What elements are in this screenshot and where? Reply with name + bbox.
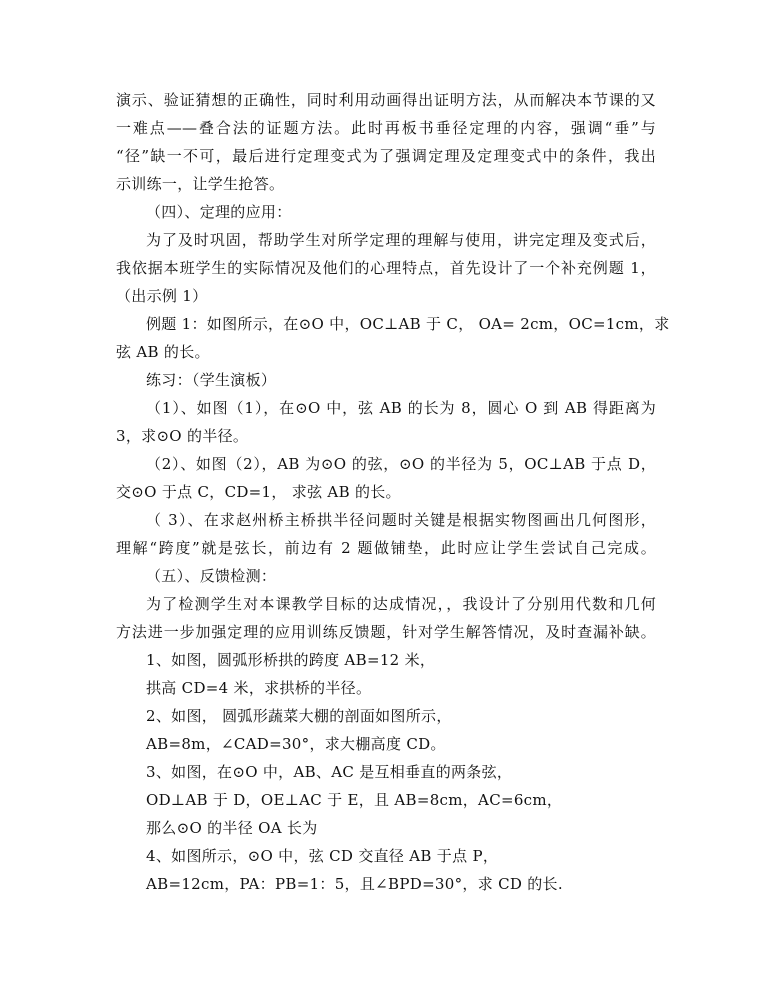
paragraph-line: 我依据本班学生的实际情况及他们的心理特点，首先设计了一个补充例题 1， (116, 259, 656, 277)
exercise-line: 3，求⊙O 的半径。 (116, 427, 249, 445)
problem-line: 4、如图所示，⊙O 中，弦 CD 交直径 AB 于点 P， (146, 847, 499, 865)
exercise-line: 理解“跨度”就是弦长，前边有 2 题做铺垫，此时应让学生尝试自己完成。 (116, 539, 656, 557)
example-line: 弦 AB 的长。 (116, 343, 210, 361)
exercise-line: （2）、如图（2），AB 为⊙O 的弦，⊙O 的半径为 5，OC⊥AB 于点 D， (146, 455, 656, 473)
exercise-line: （ 3）、在求赵州桥主桥拱半径问题时关键是根据实物图画出几何图形， (146, 511, 656, 529)
paragraph-line: 为了检测学生对本课教学目标的达成情况，，我设计了分别用代数和几何 (146, 595, 656, 613)
paragraph-line: “径”缺一不可，最后进行定理变式为了强调定理及定理变式中的条件，我出 (116, 147, 656, 165)
problem-line: 那么⊙O 的半径 OA 长为 (146, 819, 318, 837)
problem-line: 1、如图，圆弧形桥拱的跨度 AB=12 米， (146, 651, 436, 669)
problem-line: AB=12cm，PA：PB=1：5，且∠BPD=30°，求 CD 的长. (146, 875, 563, 893)
paragraph-line: 一难点——叠合法的证题方法。此时再板书垂径定理的内容，强调“垂”与 (116, 119, 656, 137)
problem-line: 2、如图， 圆弧形蔬菜大棚的剖面如图所示， (146, 707, 452, 725)
section-heading: （四）、定理的应用： (146, 203, 292, 221)
exercise-line: （1）、如图（1），在⊙O 中，弦 AB 的长为 8，圆心 O 到 AB 得距离为 (146, 399, 656, 417)
exercise-heading: 练习：（学生演板） (146, 371, 277, 389)
exercise-line: 交⊙O 于点 C，CD=1， 求弦 AB 的长。 (116, 483, 401, 501)
section-heading: （五）、反馈检测： (146, 567, 277, 585)
problem-line: 拱高 CD=4 米，求拱桥的半径。 (146, 679, 372, 697)
paragraph-line: 示训练一，让学生抢答。 (116, 175, 285, 193)
paragraph-line: 为了及时巩固，帮助学生对所学定理的理解与使用，讲完定理及变式后， (146, 231, 656, 249)
problem-line: OD⊥AB 于 D，OE⊥AC 于 E，且 AB=8cm，AC=6cm， (146, 791, 563, 809)
paragraph-line: （出示例 1） (116, 287, 208, 305)
example-line: 例题 1：如图所示，在⊙O 中，OC⊥AB 于 C， OA= 2cm，OC=1cm，求 (146, 315, 670, 333)
problem-line: AB=8m，∠CAD=30°，求大棚高度 CD。 (146, 735, 446, 753)
paragraph-line: 演示、验证猜想的正确性，同时利用动画得出证明方法，从而解决本节课的又 (116, 91, 656, 109)
paragraph-line: 方法进一步加强定理的应用训练反馈题，针对学生解答情况，及时查漏补缺。 (116, 623, 656, 641)
problem-line: 3、如图，在⊙O 中，AB、AC 是互相垂直的两条弦， (146, 763, 513, 781)
